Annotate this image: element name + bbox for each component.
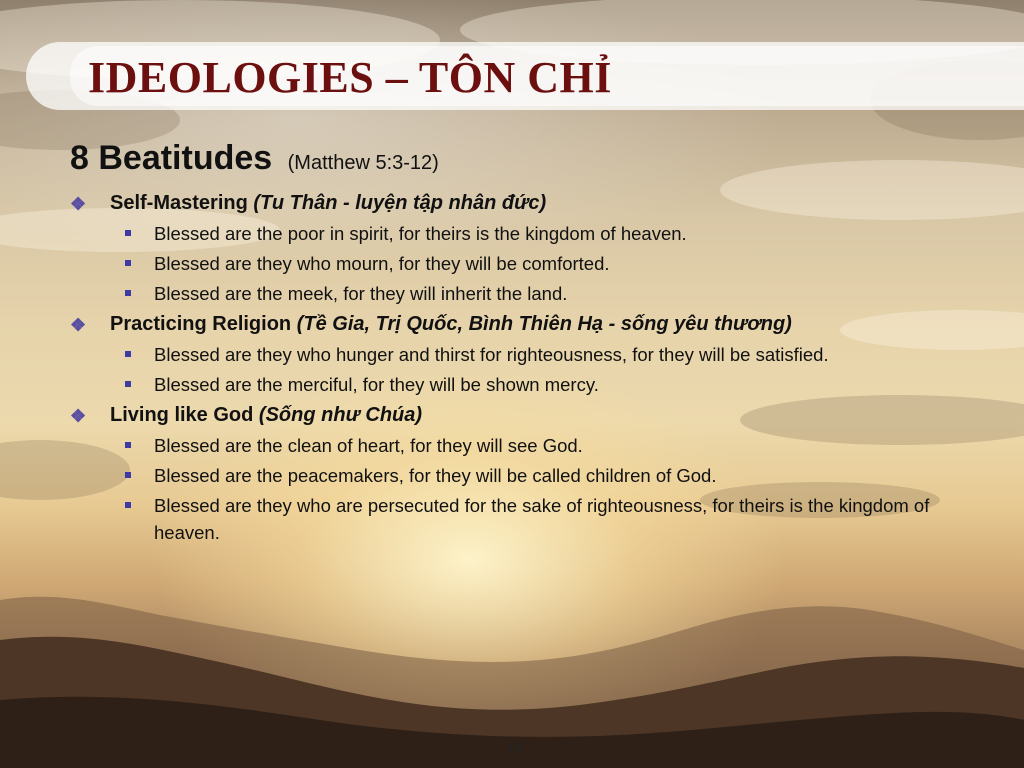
diamond-bullet-icon: ❖ (70, 194, 87, 214)
section-practicing-religion (70, 310, 970, 338)
slide-content (70, 138, 970, 549)
diamond-bullet-icon: ❖ (70, 315, 87, 335)
bullet-text: Blessed are they who hunger and thirst for righteousness, for they will be satisfied. (154, 344, 829, 365)
heading-main: 8 Beatitudes (70, 139, 273, 177)
beatitudes-heading (70, 138, 970, 183)
section-living-like-god (70, 401, 970, 429)
bullet-text: Blessed are the merciful, for they will be shown mercy. (154, 374, 599, 395)
square-bullet-icon (125, 442, 131, 448)
square-bullet-icon (125, 472, 131, 478)
bullet-item (70, 432, 970, 459)
square-bullet-icon (125, 290, 131, 296)
section-self-mastering (70, 189, 970, 217)
bullet-text: Blessed are they who are persecuted for the sake of righteousness, for theirs is the kingdom of heaven. (154, 495, 930, 543)
heading-reference: (Matthew 5:3-12) (287, 152, 439, 174)
page-number: 19 (507, 740, 523, 755)
square-bullet-icon (125, 502, 131, 508)
square-bullet-icon (125, 351, 131, 357)
diamond-bullet-icon: ❖ (70, 406, 87, 426)
section-label: Practicing Religion (110, 313, 292, 335)
bullet-item (70, 341, 970, 368)
bullet-item (70, 462, 970, 489)
section-subtitle: (Tề Gia, Trị Quốc, Bình Thiên Hạ - sống yêu thương) (296, 313, 792, 335)
bullet-text: Blessed are the clean of heart, for they will see God. (154, 435, 583, 456)
bullet-item (70, 371, 970, 398)
section-label: Self-Mastering (110, 192, 248, 214)
bullet-text: Blessed are the poor in spirit, for theirs is the kingdom of heaven. (154, 223, 687, 244)
bullet-item (70, 492, 970, 546)
section-subtitle: (Tu Thân - luyện tập nhân đức) (253, 192, 547, 214)
bullet-item (70, 220, 970, 247)
section-subtitle: (Sống như Chúa) (258, 404, 423, 426)
bullet-text: Blessed are the peacemakers, for they will be called children of God. (154, 465, 717, 486)
bullet-item (70, 280, 970, 307)
square-bullet-icon (125, 260, 131, 266)
square-bullet-icon (125, 230, 131, 236)
bullet-text: Blessed are the meek, for they will inherit the land. (154, 283, 568, 304)
bullet-item (70, 250, 970, 277)
square-bullet-icon (125, 381, 131, 387)
section-label: Living like God (110, 404, 254, 426)
bullet-text: Blessed are they who mourn, for they will be comforted. (154, 253, 610, 274)
slide-title: IDEOLOGIES – TÔN CHỈ (88, 53, 612, 102)
